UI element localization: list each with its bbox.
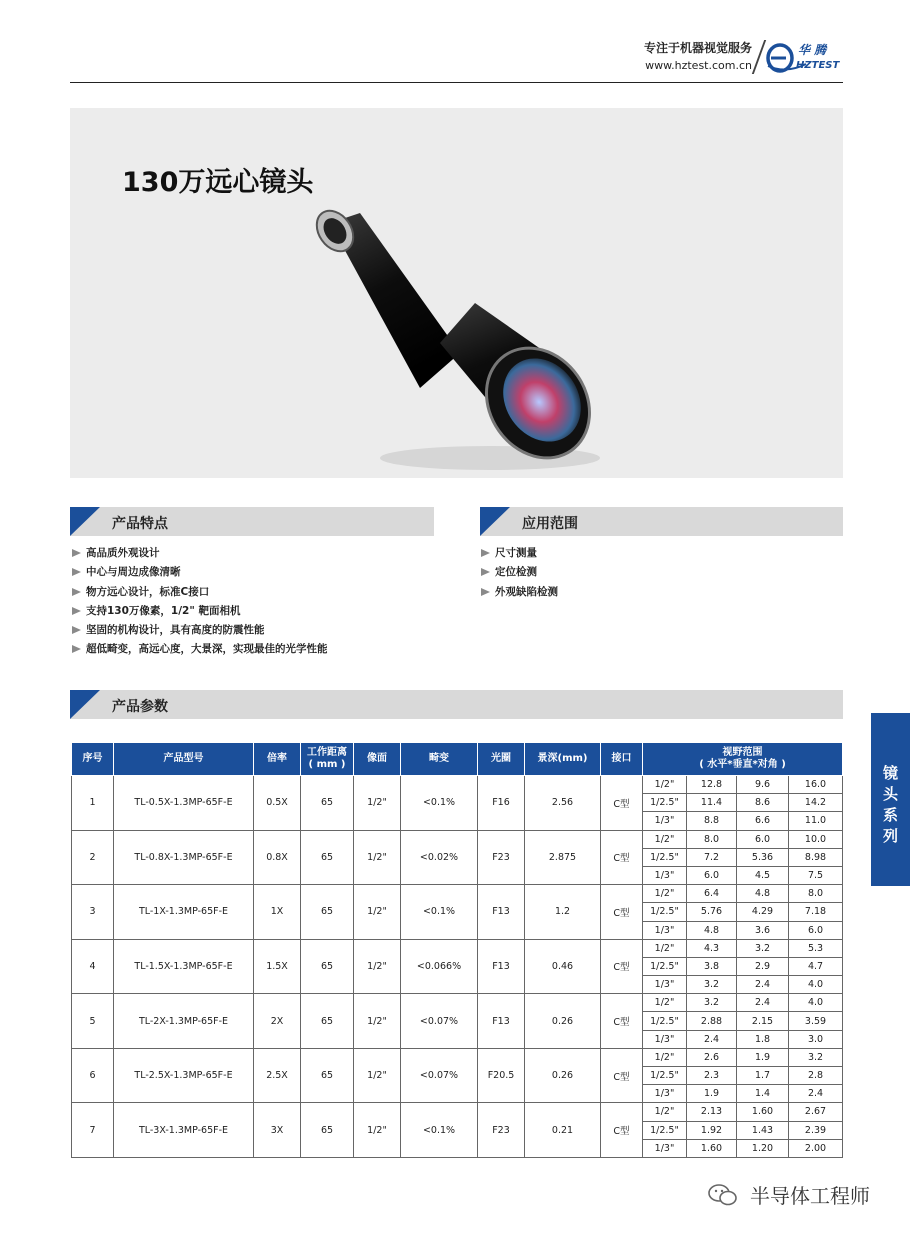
cell-fov-value: 1.4: [737, 1085, 789, 1103]
list-item: 定位检测: [481, 563, 558, 582]
table-row: [72, 1103, 843, 1121]
cell-fov-value: 8.98: [789, 848, 843, 866]
table-row: [72, 885, 843, 903]
col-aperture: 光圈: [478, 743, 525, 776]
cell-wd: 65: [301, 776, 354, 831]
cell-fov-sensor: 1/2": [643, 885, 687, 903]
cell-seq: 5: [72, 994, 114, 1049]
cell-fov-value: 1.60: [687, 1139, 737, 1157]
cell-fov-sensor: 1/2": [643, 1103, 687, 1121]
cell-mount: C型: [601, 994, 643, 1049]
cell-fov-sensor: 1/2.5": [643, 1012, 687, 1030]
cell-fov-value: 1.92: [687, 1121, 737, 1139]
cell-aperture: F13: [478, 939, 525, 994]
hero-panel: [70, 108, 843, 478]
cell-fov-value: 2.4: [687, 1030, 737, 1048]
cell-fov-value: 2.9: [737, 957, 789, 975]
cell-fov-sensor: 1/2.5": [643, 957, 687, 975]
cell-seq: 3: [72, 885, 114, 940]
cell-seq: 1: [72, 776, 114, 831]
col-wd: [301, 743, 354, 776]
cell-fov-value: 2.4: [737, 994, 789, 1012]
col-fov: [643, 743, 843, 776]
cell-fov-sensor: 1/3": [643, 976, 687, 994]
list-item: 物方远心设计，标准C接口: [72, 583, 328, 602]
cell-fov-value: 7.5: [789, 866, 843, 884]
cell-fov-value: 2.88: [687, 1012, 737, 1030]
cell-fov-value: 1.7: [737, 1067, 789, 1085]
applications-header: [480, 507, 843, 536]
cell-fov-value: 6.4: [687, 885, 737, 903]
cell-mag: 3X: [254, 1103, 301, 1158]
cell-fov-value: 3.59: [789, 1012, 843, 1030]
cell-fov-value: 3.2: [687, 976, 737, 994]
section-marker-icon: [70, 507, 100, 536]
cell-fov-value: 16.0: [789, 776, 843, 794]
list-item: 尺寸测量: [481, 544, 558, 563]
cell-wd: 65: [301, 885, 354, 940]
cell-dof: 2.56: [525, 776, 601, 831]
cell-model: TL-0.5X-1.3MP-65F-E: [114, 776, 254, 831]
cell-mag: 1.5X: [254, 939, 301, 994]
cell-fov-sensor: 1/3": [643, 1085, 687, 1103]
col-dof: 景深(mm): [525, 743, 601, 776]
brand-en: HZTEST: [796, 60, 840, 71]
cell-sensor: 1/2": [354, 885, 401, 940]
cell-mag: 2X: [254, 994, 301, 1049]
cell-fov-value: 5.76: [687, 903, 737, 921]
cell-fov-value: 3.2: [737, 939, 789, 957]
cell-fov-value: 3.6: [737, 921, 789, 939]
cell-aperture: F16: [478, 776, 525, 831]
cell-fov-value: 4.29: [737, 903, 789, 921]
cell-seq: 4: [72, 939, 114, 994]
cell-fov-sensor: 1/2": [643, 939, 687, 957]
cell-model: TL-0.8X-1.3MP-65F-E: [114, 830, 254, 885]
cell-wd: 65: [301, 1103, 354, 1158]
cell-mount: C型: [601, 939, 643, 994]
cell-fov-value: 2.15: [737, 1012, 789, 1030]
cell-fov-value: 4.8: [737, 885, 789, 903]
cell-model: TL-2X-1.3MP-65F-E: [114, 994, 254, 1049]
table-row: [72, 994, 843, 1012]
header-url[interactable]: www.hztest.com.cn: [645, 59, 752, 72]
cell-fov-value: 12.8: [687, 776, 737, 794]
brand-cn: 华 腾: [798, 43, 827, 57]
cell-fov-value: 4.5: [737, 866, 789, 884]
cell-fov-value: 3.2: [789, 1048, 843, 1066]
cell-fov-sensor: 1/2": [643, 776, 687, 794]
cell-fov-value: 1.20: [737, 1139, 789, 1157]
list-item: 高品质外观设计: [72, 544, 328, 563]
col-seq: 序号: [72, 743, 114, 776]
spec-table: [71, 742, 843, 1158]
cell-distortion: <0.1%: [401, 776, 478, 831]
applications-list: [481, 544, 558, 602]
col-mag: 倍率: [254, 743, 301, 776]
cell-fov-value: 2.6: [687, 1048, 737, 1066]
cell-sensor: 1/2": [354, 994, 401, 1049]
cell-seq: 6: [72, 1048, 114, 1103]
cell-mag: 2.5X: [254, 1048, 301, 1103]
cell-aperture: F13: [478, 994, 525, 1049]
cell-fov-value: 10.0: [789, 830, 843, 848]
cell-wd: 65: [301, 830, 354, 885]
cell-fov-value: 7.2: [687, 848, 737, 866]
cell-fov-value: 4.3: [687, 939, 737, 957]
col-fov-line2: ( 水平*垂直*对角 ): [699, 759, 786, 770]
col-mount: 接口: [601, 743, 643, 776]
col-fov-line1: 视野范围: [722, 747, 763, 758]
cell-distortion: <0.02%: [401, 830, 478, 885]
side-tab-lens-series[interactable]: [871, 713, 910, 886]
table-row: [72, 830, 843, 848]
list-item: 坚固的机构设计，具有高度的防震性能: [72, 621, 328, 640]
cell-dof: 1.2: [525, 885, 601, 940]
cell-dof: 0.21: [525, 1103, 601, 1158]
lens-image: [300, 203, 620, 473]
cell-fov-value: 2.4: [737, 976, 789, 994]
cell-fov-value: 1.8: [737, 1030, 789, 1048]
cell-model: TL-1X-1.3MP-65F-E: [114, 885, 254, 940]
cell-fov-sensor: 1/2.5": [643, 794, 687, 812]
cell-sensor: 1/2": [354, 1103, 401, 1158]
cell-fov-value: 3.2: [687, 994, 737, 1012]
table-header-row: [72, 743, 843, 776]
col-model: 产品型号: [114, 743, 254, 776]
spec-table-body: [72, 776, 843, 1158]
cell-fov-value: 8.0: [789, 885, 843, 903]
side-tab-label: 镜头系列: [882, 764, 898, 845]
cell-sensor: 1/2": [354, 939, 401, 994]
params-heading: 产品参数: [112, 699, 168, 715]
cell-fov-value: 8.8: [687, 812, 737, 830]
cell-fov-value: 4.7: [789, 957, 843, 975]
features-header: [70, 507, 434, 536]
cell-fov-value: 2.00: [789, 1139, 843, 1157]
cell-dof: 0.26: [525, 1048, 601, 1103]
cell-fov-sensor: 1/3": [643, 921, 687, 939]
cell-fov-sensor: 1/2.5": [643, 848, 687, 866]
cell-fov-sensor: 1/3": [643, 812, 687, 830]
cell-fov-sensor: 1/3": [643, 1030, 687, 1048]
cell-fov-value: 1.9: [687, 1085, 737, 1103]
cell-distortion: <0.1%: [401, 885, 478, 940]
cell-distortion: <0.1%: [401, 1103, 478, 1158]
cell-mag: 0.8X: [254, 830, 301, 885]
cell-aperture: F23: [478, 830, 525, 885]
cell-wd: 65: [301, 994, 354, 1049]
features-list: [72, 544, 328, 660]
list-item: 中心与周边成像清晰: [72, 563, 328, 582]
cell-wd: 65: [301, 1048, 354, 1103]
cell-fov-sensor: 1/2": [643, 994, 687, 1012]
cell-fov-value: 2.39: [789, 1121, 843, 1139]
page-title: 130万远心镜头: [122, 167, 314, 198]
cell-fov-value: 2.3: [687, 1067, 737, 1085]
cell-mag: 0.5X: [254, 776, 301, 831]
cell-distortion: <0.07%: [401, 994, 478, 1049]
col-distortion: 畸变: [401, 743, 478, 776]
cell-seq: 2: [72, 830, 114, 885]
cell-dof: 0.26: [525, 994, 601, 1049]
cell-fov-value: 6.0: [737, 830, 789, 848]
cell-fov-value: 3.0: [789, 1030, 843, 1048]
cell-fov-value: 1.60: [737, 1103, 789, 1121]
cell-sensor: 1/2": [354, 1048, 401, 1103]
cell-fov-value: 1.43: [737, 1121, 789, 1139]
cell-aperture: F20.5: [478, 1048, 525, 1103]
header-text: [644, 40, 752, 74]
cell-fov-value: 2.67: [789, 1103, 843, 1121]
header-rule: [70, 82, 843, 83]
cell-fov-value: 11.4: [687, 794, 737, 812]
cell-fov-value: 2.8: [789, 1067, 843, 1085]
cell-fov-sensor: 1/2.5": [643, 1121, 687, 1139]
cell-mount: C型: [601, 1103, 643, 1158]
col-sensor: 像面: [354, 743, 401, 776]
header-divider: [752, 40, 766, 74]
cell-fov-sensor: 1/2": [643, 1048, 687, 1066]
list-item: 超低畸变，高远心度，大景深，实现最佳的光学性能: [72, 640, 328, 659]
table-row: [72, 1048, 843, 1066]
cell-wd: 65: [301, 939, 354, 994]
watermark-text: 半导体工程师: [750, 1184, 870, 1208]
cell-aperture: F13: [478, 885, 525, 940]
cell-fov-value: 7.18: [789, 903, 843, 921]
cell-distortion: <0.07%: [401, 1048, 478, 1103]
cell-sensor: 1/2": [354, 776, 401, 831]
wechat-icon: [708, 1183, 738, 1207]
cell-model: TL-2.5X-1.3MP-65F-E: [114, 1048, 254, 1103]
table-row: [72, 939, 843, 957]
cell-mount: C型: [601, 885, 643, 940]
cell-fov-value: 6.6: [737, 812, 789, 830]
list-item: 外观缺陷检测: [481, 583, 558, 602]
cell-fov-sensor: 1/3": [643, 1139, 687, 1157]
cell-mount: C型: [601, 830, 643, 885]
col-wd-line2: ( mm ): [308, 759, 346, 770]
cell-distortion: <0.066%: [401, 939, 478, 994]
cell-fov-value: 4.8: [687, 921, 737, 939]
cell-dof: 2.875: [525, 830, 601, 885]
cell-fov-value: 11.0: [789, 812, 843, 830]
cell-dof: 0.46: [525, 939, 601, 994]
cell-fov-value: 4.0: [789, 994, 843, 1012]
cell-fov-sensor: 1/2": [643, 830, 687, 848]
cell-aperture: F23: [478, 1103, 525, 1158]
cell-model: TL-3X-1.3MP-65F-E: [114, 1103, 254, 1158]
section-marker-icon: [480, 507, 510, 536]
table-row: [72, 776, 843, 794]
cell-fov-sensor: 1/2.5": [643, 903, 687, 921]
applications-heading: 应用范围: [522, 516, 578, 532]
list-item: 支持130万像素，1/2" 靶面相机: [72, 602, 328, 621]
cell-fov-sensor: 1/2.5": [643, 1067, 687, 1085]
features-heading: 产品特点: [112, 516, 168, 532]
cell-fov-value: 2.13: [687, 1103, 737, 1121]
cell-fov-value: 8.0: [687, 830, 737, 848]
col-wd-line1: 工作距离: [307, 747, 347, 758]
cell-fov-value: 4.0: [789, 976, 843, 994]
cell-mag: 1X: [254, 885, 301, 940]
cell-fov-value: 6.0: [789, 921, 843, 939]
cell-fov-value: 2.4: [789, 1085, 843, 1103]
brand-logo: [766, 40, 846, 74]
cell-mount: C型: [601, 776, 643, 831]
params-header: [70, 690, 843, 719]
section-marker-icon: [70, 690, 100, 719]
cell-fov-sensor: 1/3": [643, 866, 687, 884]
cell-fov-value: 8.6: [737, 794, 789, 812]
cell-fov-value: 9.6: [737, 776, 789, 794]
cell-sensor: 1/2": [354, 830, 401, 885]
cell-fov-value: 5.3: [789, 939, 843, 957]
header-tagline: 专注于机器视觉服务: [643, 41, 752, 55]
cell-seq: 7: [72, 1103, 114, 1158]
cell-fov-value: 14.2: [789, 794, 843, 812]
cell-fov-value: 5.36: [737, 848, 789, 866]
cell-fov-value: 1.9: [737, 1048, 789, 1066]
cell-fov-value: 6.0: [687, 866, 737, 884]
cell-mount: C型: [601, 1048, 643, 1103]
cell-fov-value: 3.8: [687, 957, 737, 975]
cell-model: TL-1.5X-1.3MP-65F-E: [114, 939, 254, 994]
